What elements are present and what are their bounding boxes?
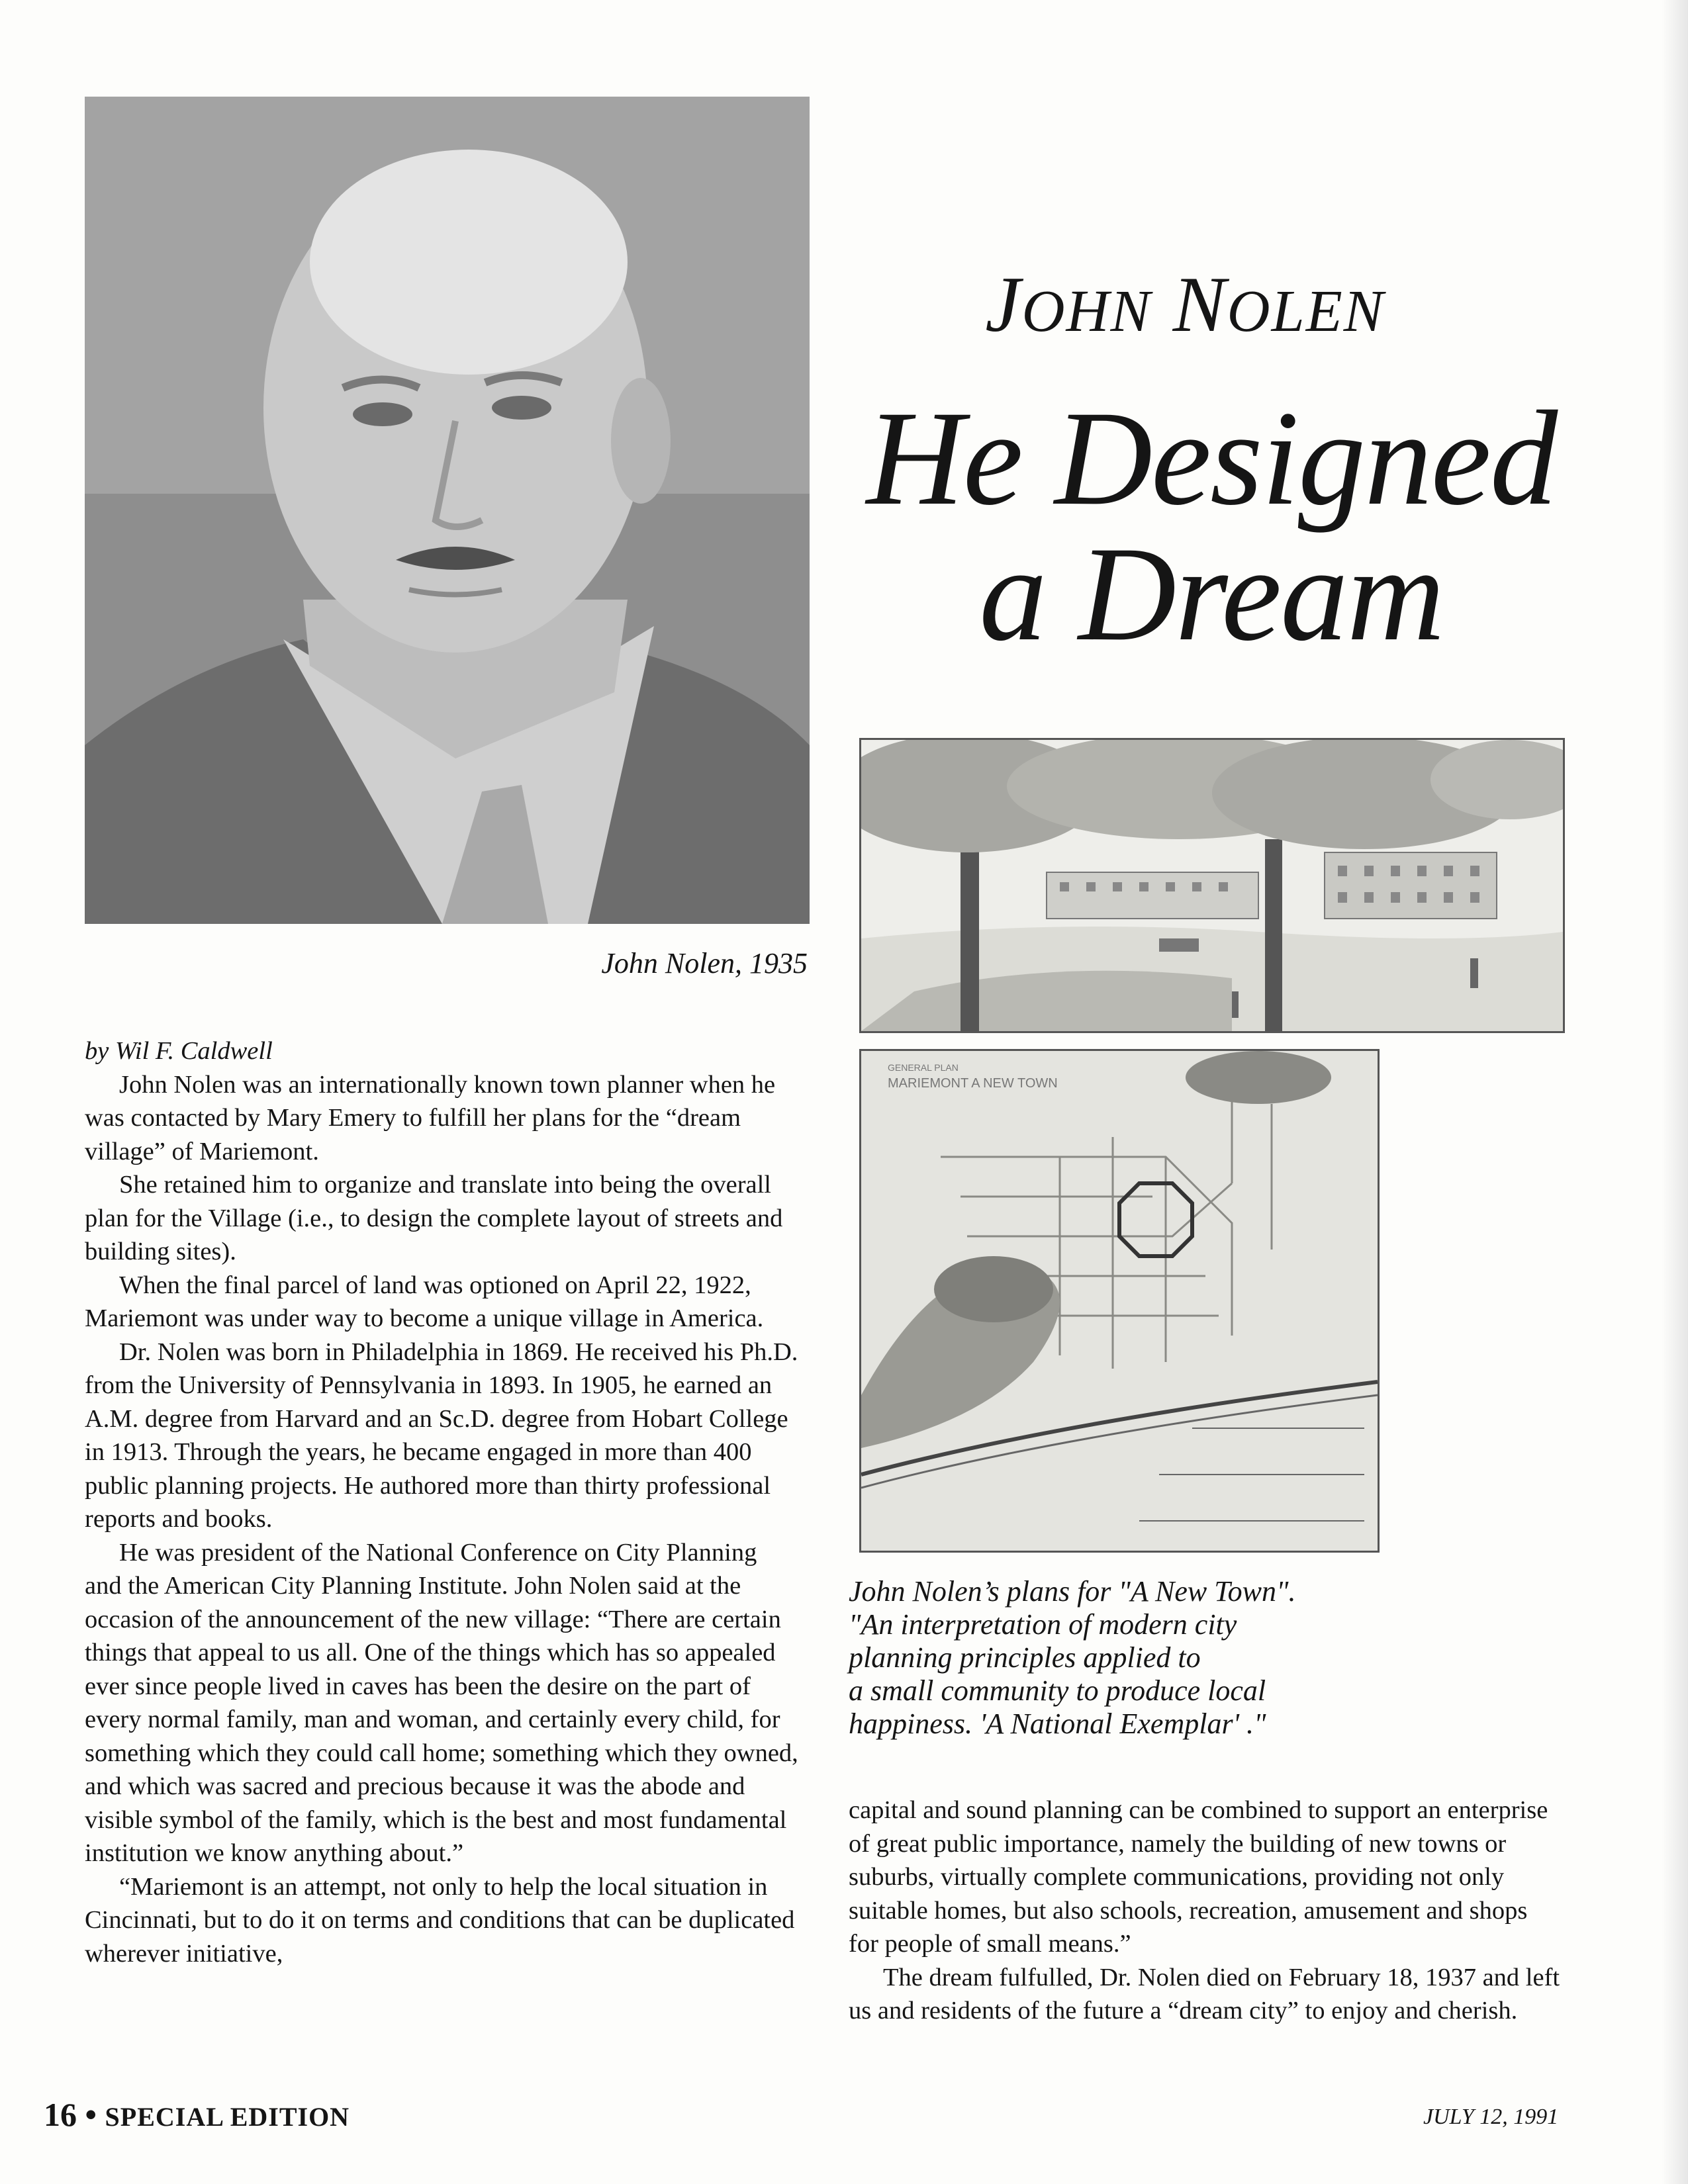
- article-paragraph: The dream fulfulled, Dr. Nolen died on February 18, 1937 and left us and residents of the future a “dream city” to enjoy and cherish.: [849, 1963, 1560, 2025]
- article-paragraph: John Nolen was an internationally known town planner when he was contacted by Mary Emery to fulfill her plans for the “dream village” of Mariemont.: [85, 1070, 776, 1165]
- general-plan-map: [859, 1049, 1380, 1553]
- article-paragraph: He was president of the National Conference on City Planning and the American City Planning Institute. John Nolen said at the occasion of the announcement of the new village: “There are certain things that appeal to us all. One of the things which has so appealed ever since people lived in caves has been the desire on the part of every normal family, man and woman, and certainly every child, for something which they could call home; something which they owned, and which was sacred and precious because it was the abode and visible symbol of the family, which is the best and most fundamental institution we know anything about.”: [85, 1538, 798, 1867]
- headline-subtitle: [847, 383, 1575, 669]
- headline-rest-olen: OLEN: [1227, 279, 1385, 344]
- town-center-drawing: [859, 738, 1565, 1033]
- plans-caption-line: John Nolen’s plans for "A New Town".: [849, 1575, 1296, 1608]
- footer-date: JULY 12, 1991: [1423, 2105, 1559, 2129]
- portrait-caption: John Nolen, 1935: [601, 947, 808, 979]
- article-paragraph: capital and sound planning can be combined to support an enterprise of great public importance, namely the building of new towns or suburbs, virtually complete communications, providing not only suitable homes, but also schools, recreation, amusement and shops for people of small means.”: [849, 1796, 1548, 1958]
- article-paragraph: “Mariemont is an attempt, not only to help the local situation in Cincinnati, but to do it on terms and conditions that can be duplicated wherever initiative,: [85, 1872, 795, 1968]
- map-label-general-plan: GENERAL PLAN: [888, 1062, 959, 1073]
- headline-initial-j: J: [985, 260, 1022, 348]
- headline-initial-n: N: [1172, 260, 1227, 348]
- footer-bullet: •: [85, 2096, 97, 2133]
- map-label-mariemont: MARIEMONT A NEW TOWN: [888, 1076, 1058, 1091]
- plans-caption-line: happiness. 'A National Exemplar' .": [849, 1707, 1266, 1740]
- portrait-photo: [85, 97, 810, 924]
- headline-name: [854, 260, 1516, 348]
- article-paragraph: When the final parcel of land was optioned on April 22, 1922, Mariemont was under way to become a unique village in America.: [85, 1271, 764, 1332]
- headline-rest-ohn: OHN: [1021, 279, 1152, 344]
- page-edge-shadow: [1662, 0, 1688, 2184]
- headline-line-3: a Dream: [979, 519, 1444, 669]
- plans-caption-line: "An interpretation of modern city: [849, 1608, 1237, 1641]
- article-paragraph: She retained him to organize and translate into being the overall plan for the Village (i.e., to design the complete layout of streets and building sites).: [85, 1171, 783, 1265]
- article-paragraph: Dr. Nolen was born in Philadelphia in 1869. He received his Ph.D. from the University of Pennsylvania in 1893. In 1905, he earned an A.M. degree from Harvard and an Sc.D. degree from Hobart College in 1913. Through the years, he became engaged in more than 400 public planning projects. He authored more than thirty professional reports and books.: [85, 1338, 798, 1533]
- plans-caption-line: planning principles applied to: [849, 1641, 1201, 1674]
- headline-line-2: He Designed: [866, 383, 1557, 533]
- article-column-right: [849, 1794, 1560, 2028]
- plans-caption-line: a small community to produce local: [849, 1674, 1266, 1707]
- publication-name: SPECIAL EDITION: [105, 2102, 350, 2132]
- plans-caption: [849, 1575, 1352, 1741]
- article-column-left: [85, 1034, 800, 1970]
- byline: by Wil F. Caldwell: [85, 1037, 273, 1065]
- page-number: 16: [44, 2096, 77, 2133]
- footer-publication: [44, 2095, 350, 2134]
